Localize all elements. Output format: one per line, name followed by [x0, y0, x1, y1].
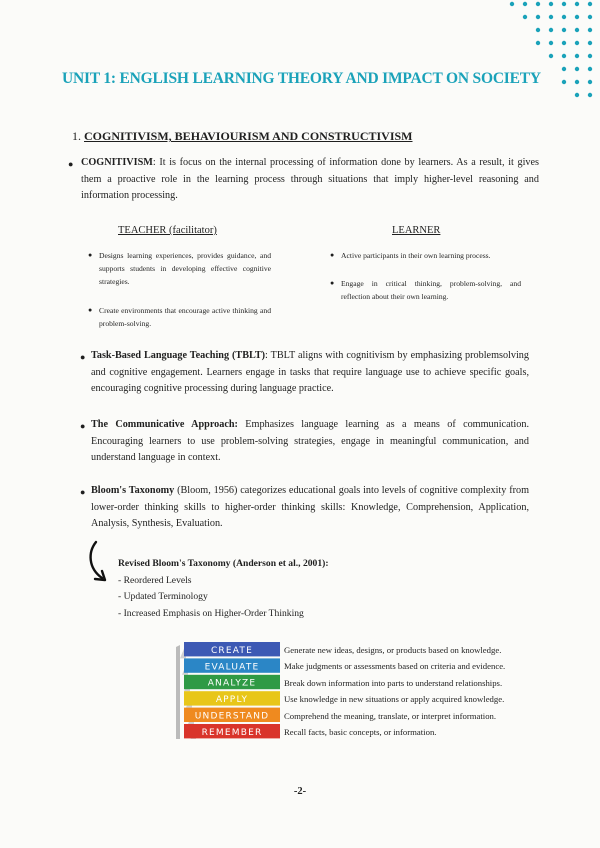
revised-heading: Revised Bloom's Taxonomy (Anderson et al., 2001): [118, 558, 329, 569]
section-number: 1. [72, 129, 81, 143]
revised-item: - Increased Emphasis on Higher-Order Thinking [118, 607, 304, 619]
page-title: UNIT 1: ENGLISH LEARNING THEORY AND IMPACT ON SOCIETY [62, 70, 541, 87]
communicative-paragraph [91, 417, 529, 467]
decorative-dot-pattern [460, 0, 600, 110]
level-desc-understand: Comprehend the meaning, translate, or interpret information. [284, 710, 497, 721]
bullet-icon: ● [330, 251, 335, 259]
bloom-staircase-image [176, 639, 282, 739]
bullet-icon: ● [88, 251, 93, 259]
revised-bloom-block [118, 556, 329, 622]
learner-heading: LEARNER [392, 225, 441, 236]
section-heading [72, 129, 413, 144]
bullet-icon: ● [88, 306, 93, 314]
teacher-item: ● Designs learning experiences, provides guidance, and supports students in developing effective cognitive strategies. [88, 251, 271, 286]
step-label-analyze: ANALYZE [207, 678, 257, 689]
step-label-remember: REMEMBER [201, 727, 263, 738]
bloom-term: Bloom's Taxonomy [91, 485, 175, 496]
level-desc-evaluate: Make judgments or assessments based on criteria and evidence. [284, 661, 506, 672]
level-desc-remember: Recall facts, basic concepts, or information. [284, 727, 437, 738]
cognitivism-paragraph [81, 155, 539, 205]
step-label-create: CREATE [210, 645, 254, 656]
learner-item: ● Active participants in their own learning process. [330, 251, 491, 260]
cognitivism-term: COGNITIVISM [81, 157, 153, 168]
bullet-icon: ● [330, 279, 335, 287]
step-label-understand: UNDERSTAND [194, 711, 270, 722]
bullet-icon: ● [68, 159, 74, 169]
communicative-text: Emphasizes language learning as a means of communication. Encouraging learners to use problem-solving strategies, engage in meaningful communication, and understand language in context. [91, 419, 529, 463]
teacher-heading: TEACHER (facilitator) [118, 225, 217, 236]
section-title: COGNITIVISM, BEHAVIOURISM AND CONSTRUCTIVISM [84, 129, 413, 143]
communicative-term: The Communicative Approach: [91, 419, 238, 430]
bullet-icon: ● [80, 352, 86, 362]
page-number: -2- [293, 786, 307, 797]
curved-arrow-icon [86, 540, 116, 584]
level-desc-analyze: Break down information into parts to understand relationships. [284, 677, 503, 688]
revised-item: - Updated Terminology [118, 591, 208, 602]
bloom-text: (Bloom, 1956) categorizes educational goals into levels of cognitive complexity from lower-order thinking skills to higher-order thinking skills: Knowledge, Comprehension, Application, Analysis, Synthesis, Evaluation. [91, 485, 530, 529]
bloom-paragraph [91, 483, 529, 533]
step-label-evaluate: EVALUATE [204, 662, 260, 673]
step-label-apply: APPLY [215, 695, 249, 706]
learner-item: ● Engage in critical thinking, problem-solving, and reflection about their own learning. [330, 279, 521, 301]
tblt-paragraph [91, 348, 529, 398]
level-desc-create: Generate new ideas, designs, or products based on knowledge. [284, 645, 502, 655]
bullet-icon: ● [80, 421, 86, 431]
tblt-text: : TBLT aligns with cognitivism by emphasizing problemsolving and cognitive engagement. Learners engage in tasks that require language use to achieve specific goals, encouraging cognitive processing during language practice. [91, 350, 529, 394]
cognitivism-text: : It is focus on the internal processing of information done by learners. As a result, it gives them a proactive role in the learning process through situations that imply higher-level reasoning and information processing. [81, 157, 539, 201]
revised-item: - Reordered Levels [118, 574, 192, 586]
tblt-term: Task-Based Language Teaching (TBLT) [91, 350, 266, 361]
teacher-item: ● Create environments that encourage active thinking and problem-solving. [88, 306, 271, 328]
level-desc-apply: Use knowledge in new situations or apply acquired knowledge. [284, 694, 505, 705]
bullet-icon: ● [80, 487, 86, 497]
bloom-level-descriptions [284, 642, 584, 740]
